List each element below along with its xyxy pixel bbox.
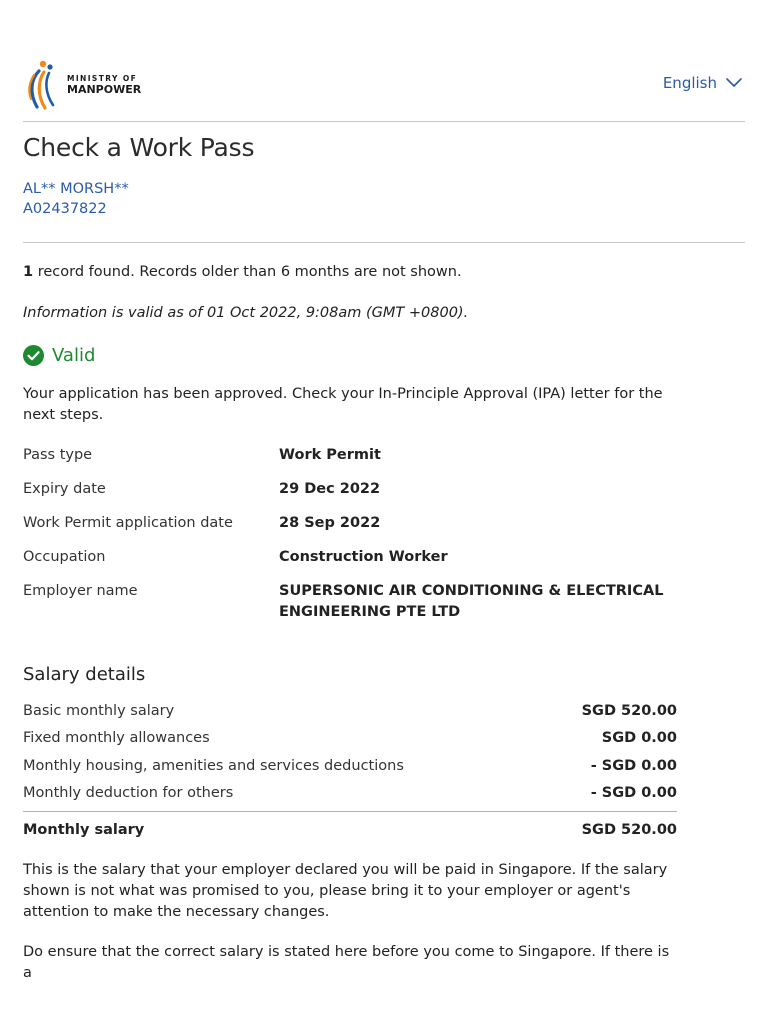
records-found: [23, 264, 462, 280]
mom-logo[interactable]: [23, 58, 143, 112]
salary-info-paragraph: This is the salary that your employer declared you will be paid in Singapore. If the salary shown is not what was promised to you, please bring it to your employer or agent's attention to make the necessary changes.: [23, 862, 668, 920]
salary-row: [23, 755, 677, 777]
salary-total-label: Monthly salary: [23, 822, 145, 838]
detail-value: Work Permit: [279, 447, 381, 463]
logo-line-1: MINISTRY OF: [67, 73, 138, 83]
salary-label: Basic monthly salary: [23, 703, 175, 719]
person-id: A02437822: [23, 201, 107, 217]
detail-value: 29 Dec 2022: [279, 481, 381, 497]
logo-text: [67, 75, 141, 96]
detail-label: Expiry date: [23, 481, 106, 497]
header-divider: [23, 121, 745, 122]
validity-note: Information is valid as of 01 Oct 2022, 9:08am (GMT +0800).: [23, 305, 469, 321]
detail-label: Employer name: [23, 583, 138, 599]
records-count: 1: [23, 264, 34, 280]
status-badge: [23, 345, 95, 366]
salary-total-value: SGD 520.00: [581, 822, 677, 838]
person-name: AL** MORSH**: [23, 181, 129, 197]
salary-value: - SGD 0.00: [590, 785, 677, 801]
detail-label: Work Permit application date: [23, 515, 233, 531]
logo-line-2: MANPOWER: [67, 83, 142, 97]
salary-section-title: Salary details: [23, 664, 146, 685]
chevron-down-icon: [726, 78, 742, 88]
salary-reminder-paragraph: Do ensure that the correct salary is stated here before you come to Singapore. If there is a: [23, 944, 670, 981]
salary-row: [23, 727, 677, 749]
salary-label: Monthly deduction for others: [23, 785, 234, 801]
header: [23, 58, 745, 112]
salary-value: SGD 520.00: [581, 703, 677, 719]
detail-value: SUPERSONIC AIR CONDITIONING & ELECTRICAL ENGINEERING PTE LTD: [279, 583, 664, 620]
salary-label: Monthly housing, amenities and services deductions: [23, 758, 404, 774]
detail-value: Construction Worker: [279, 549, 448, 565]
salary-total-divider: [23, 811, 677, 812]
detail-label: Pass type: [23, 447, 93, 463]
mom-logo-icon: [23, 59, 63, 111]
detail-value: 28 Sep 2022: [279, 515, 381, 531]
salary-row: [23, 782, 677, 804]
detail-label: Occupation: [23, 549, 106, 565]
section-divider: [23, 242, 745, 243]
page-title: Check a Work Pass: [23, 133, 255, 162]
salary-row: [23, 700, 677, 722]
status-description: Your application has been approved. Check your In-Principle Approval (IPA) letter for the next steps.: [23, 386, 663, 423]
status-label: Valid: [52, 345, 96, 366]
language-label: English: [662, 74, 717, 92]
check-circle-icon: [23, 345, 44, 366]
salary-value: - SGD 0.00: [590, 758, 677, 774]
records-text: record found. Records older than 6 months are not shown.: [33, 264, 462, 280]
salary-label: Fixed monthly allowances: [23, 730, 210, 746]
language-selector[interactable]: [663, 74, 742, 92]
salary-value: SGD 0.00: [601, 730, 677, 746]
